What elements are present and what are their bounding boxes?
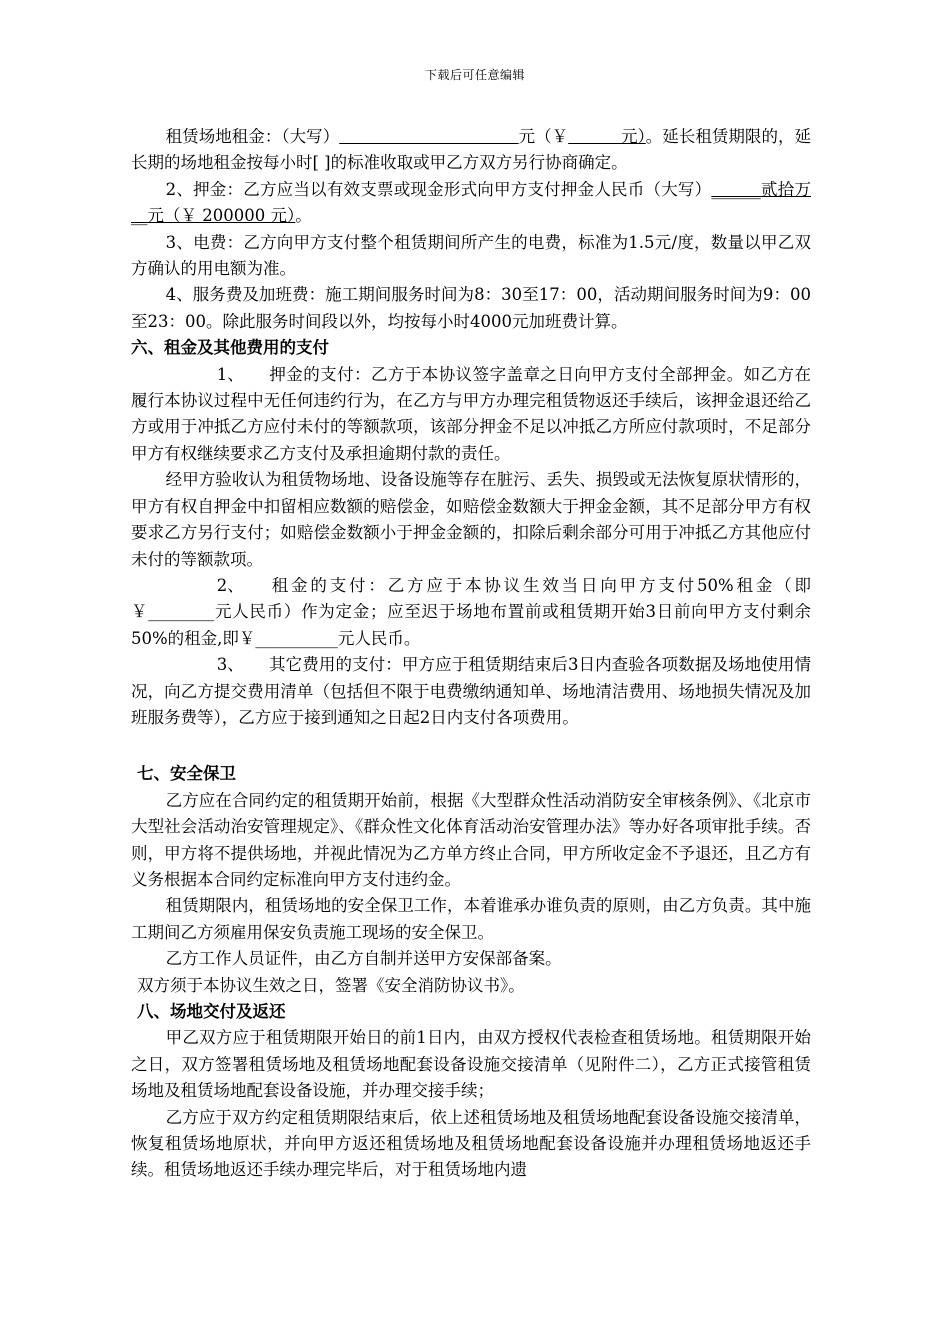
deposit-amount: ______贰拾万__元（￥ 200000 元） [131,179,811,226]
delivery-paragraph-2: 乙方应于双方约定租赁期限结束后，依上述租赁场地及租赁场地配套设备设施交接清单，恢复租赁场地原状，并向甲方返还租赁场地及租赁场地配套设备设施并办理租赁场地返还手续。租赁场地返还手续办理完毕后，对于租赁场地内遗 [131,1107,811,1180]
security-paragraph-4: 双方须于本协议生效之日，签署《安全消防协议书》。 [137,975,525,995]
payment-2-blank-1: ________ [148,602,215,622]
payment-1b-paragraph: 经甲方验收认为租赁物场地、设备设施等存在脏污、丢失、损毁或无法恢复原状情形的，甲方有权自押金中扣留相应数额的赔偿金，如赔偿金数额大于押金金额，其不足部分甲方有权要求乙方另行支付；如赔偿金数额小于押金金额的，扣除后剩余部分可用于冲抵乙方其他应付未付的等额款项。 [131,470,811,569]
payment-2-blank-2: __________ [255,628,338,648]
electric-paragraph: 3、电费：乙方向甲方支付整个租赁期间所产生的电费，标准为1.5元/度，数量以甲乙双方确认的用电额为准。 [131,232,811,279]
section-8-heading: 八、场地交付及返还 [137,1002,286,1021]
deposit-text: 2、押金：乙方应当以有效支票或现金形式向甲方支付押金人民币（大写） [165,179,712,199]
page-header-note: 下载后可任意编辑 [424,68,525,82]
payment-3-text: 其它费用的支付：甲方应于租赁期结束后3日内查验各项数据及场地使用情况，向乙方提交费用清单（包括但不限于电费缴纳通知单、场地清洁费用、场地损失情况及加班服务费等），乙方应于接到通知之日起2日内支付各项费用。 [131,655,811,727]
payment-1-paragraph [131,362,811,468]
section-spacer [131,731,811,761]
rent-extension-text: 。延长租赁期限的，延长期的场地租金按每小时[ ]的标准收取或甲乙方双方另行协商确定。 [131,127,812,173]
deposit-paragraph [131,177,811,230]
security-paragraph-2: 租赁期限内，租赁场地的安全保卫工作，本着谁承办谁负责的原则，由乙方负责。其中施工期间乙方须雇用保安负责施工现场的安全保卫。 [131,896,811,942]
rent-blank-words [339,127,518,146]
payment-1-number: 1、 [216,364,244,384]
payment-2-text-a: 租金的支付：乙方应于本协议生效当日向甲方支付50%租金（即￥ [131,575,811,622]
service-paragraph: 4、服务费及加班费：施工期间服务时间为8：30至17：00，活动期间服务时间为9：00至23：00。除此服务时间段以外，均按每小时4000元加班费计算。 [131,285,811,331]
delivery-paragraph-1: 甲乙双方应于租赁期限开始日的前1日内，由双方授权代表检查租赁场地。租赁期限开始之日，双方签署租赁场地及租赁场地配套设备设施交接清单（见附件二），乙方正式接管租赁场地及租赁场地配套设备设施，并办理交接手续； [131,1028,811,1101]
payment-1-text: 押金的支付：乙方于本协议签字盖章之日向甲方支付全部押金。如乙方在履行本协议过程中无任何违约行为，在乙方与甲方办理完租赁物返还手续后，该押金退还给乙方或用于冲抵乙方应付未付的等额款项，该部分押金不足以冲抵乙方所应付款项时，不足部分甲方有权继续要求乙方支付及承担逾期付款的责任。 [131,364,811,463]
section-7-heading: 七、安全保卫 [137,764,236,784]
rent-currency: 元（￥ [518,127,569,146]
payment-3-paragraph [131,652,811,731]
security-paragraph-1: 乙方应在合同约定的租赁期开始前，根据《大型群众性活动消防安全审核条例》、《北京市大型社会活动治安管理规定》、《群众性文化体育活动治安管理办法》等办好各项审批手续。否则，甲方将不提供场地，并视此情况为乙方单方终止合同，甲方所收定金不予退还，且乙方有义务根据本合同约定标准向甲方支付违约金。 [131,790,811,889]
security-paragraph-3: 乙方工作人员证件，由乙方自制并送甲方安保部备案。 [165,949,562,969]
rent-unit: 元） [620,127,646,146]
section-6-heading: 六、租金及其他费用的支付 [131,338,329,358]
rent-blank-number [568,127,621,146]
rent-paragraph [131,124,811,177]
deposit-end: 。 [295,206,312,226]
payment-3-number: 3、 [216,655,244,675]
payment-2-text-b: 元人民币）作为定金；应至迟于场地布置前或租赁期开始3日前向甲方支付剩余50%的租金,即￥ [131,602,812,648]
payment-2-number: 2、 [216,575,244,595]
document-body [131,124,811,1184]
rent-label: 租赁场地租金：（大写） [165,127,340,146]
payment-2-paragraph [131,573,811,652]
payment-2-text-c: 元人民币。 [337,628,421,648]
